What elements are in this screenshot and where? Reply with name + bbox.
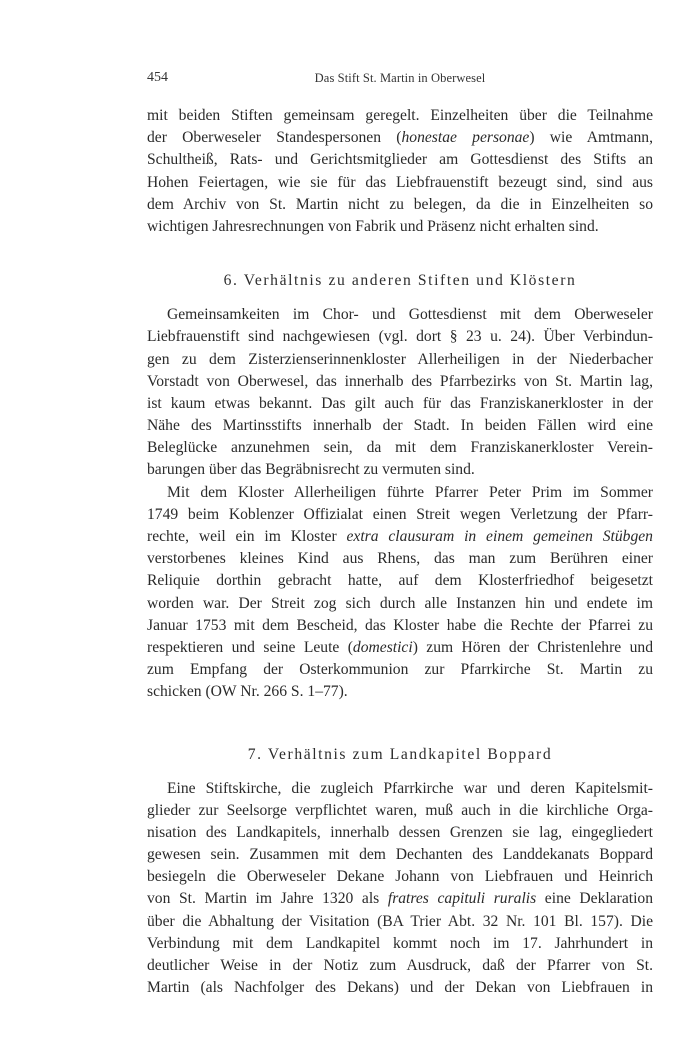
text-line: Schultheiß, Rats- und Gerichtsmitglieder am Gottesdienst des Stifts an	[147, 151, 653, 169]
text-line: deutlicher Weise in der Notiz zum Ausdruck, daß der Pfarrer von St.	[147, 957, 653, 974]
running-title: Das Stift St. Martin in Oberwesel	[314, 71, 486, 85]
text-line: barungen über das Begräbnisrecht zu vermuten sind.	[147, 461, 475, 479]
section-6-paragraph-1	[147, 304, 653, 482]
italic-phrase: extra clausuram in einem gemeinen Stübgen	[346, 528, 653, 545]
text-line: wichtigen Jahresrechnungen von Fabrik und Präsenz nicht erhalten sind.	[147, 217, 599, 235]
text-line: gewesen sein. Zusammen mit dem Dechanten des Landdekanats Boppard	[147, 846, 653, 864]
text-line: respektieren und seine Leute (domestici) zum Hören der Christenlehre und	[147, 638, 653, 656]
text-line: dem Archiv von St. Martin nicht zu belegen, da die in Einzelheiten so	[147, 195, 653, 213]
intro-paragraph	[147, 105, 653, 238]
text-line: Verbindung mit dem Landkapitel kommt noch im 17. Jahrhundert in	[147, 934, 653, 952]
text-line: glieder zur Seelsorge verpflichtet waren, muß auch in die kirchliche Orga-	[147, 801, 653, 819]
text-line: worden war. Der Streit zog sich durch alle Instanzen hin und endete im	[147, 594, 653, 612]
italic-phrase: domestici	[352, 638, 413, 656]
text-line: mit beiden Stiften gemeinsam geregelt. Einzelheiten über die Teilnahme	[147, 107, 653, 124]
text-line: Gemeinsamkeiten im Chor- und Gottesdienst mit dem Oberweseler	[167, 306, 653, 324]
text-line: gen zu dem Zisterzienserinnenkloster Allerheiligen in der Niederbacher	[147, 350, 653, 368]
italic-phrase: fratres capituli ruralis	[387, 890, 537, 908]
text-line: Liebfrauenstift sind nachgewiesen (vgl. dort § 23 u. 24). Über Verbindun-	[147, 328, 653, 346]
text-line: verstorbenes kleines Kind aus Rhens, das man zum Berühren einer	[147, 550, 653, 568]
section-7-paragraph-1	[147, 778, 653, 1000]
text-line: Eine Stiftskirche, die zugleich Pfarrkirche war und deren Kapitelsmit-	[167, 779, 653, 797]
text-line: schicken (OW Nr. 266 S. 1–77).	[147, 683, 348, 701]
running-head	[147, 66, 653, 90]
text-line: Hohen Feiertagen, wie sie für das Liebfrauenstift bezeugt sind, sind aus	[147, 173, 653, 191]
text-line: ist kaum etwas bekannt. Das gilt auch für das Franziskanerkloster in der	[147, 394, 653, 412]
text-line: Nähe des Martinsstifts innerhalb der Stadt. In beiden Fällen wird eine	[147, 417, 653, 435]
text-line: Januar 1753 mit dem Bescheid, das Kloster habe die Rechte der Pfarrei zu	[147, 616, 653, 634]
section-7-heading: 7. Verhältnis zum Landkapitel Boppard	[247, 745, 553, 763]
text-line: Mit dem Kloster Allerheiligen führte Pfarrer Peter Prim im Sommer	[167, 483, 653, 501]
text-line: nisation des Landkapitels, innerhalb dessen Grenzen sie lag, eingegliedert	[147, 823, 653, 841]
text-line: besiegeln die Oberweseler Dekane Johann von Liebfrauen und Heinrich	[147, 868, 653, 886]
text-line: 1749 beim Koblenzer Offizialat einen Streit wegen Verletzung der Pfarr-	[147, 505, 653, 523]
text-line: rechte, weil ein im Kloster extra clausuram in einem gemeinen Stübgen	[147, 528, 653, 545]
text-line: von St. Martin im Jahre 1320 als fratres capituli ruralis eine Deklaration	[147, 890, 653, 908]
italic-phrase: honestae personae	[401, 129, 530, 147]
section-6-paragraph-2	[147, 482, 653, 704]
body-text	[147, 105, 653, 999]
book-page	[147, 66, 653, 999]
text-line: über die Abhaltung der Visitation (BA Trier Abt. 32 Nr. 101 Bl. 157). Die	[147, 912, 653, 930]
text-line: der Oberweseler Standespersonen (honestae personae) wie Amtmann,	[147, 129, 653, 147]
section-6-heading: 6. Verhältnis zu anderen Stiften und Klöstern	[223, 272, 577, 290]
text-line: Reliquie dorthin gebracht hatte, auf dem Klosterfriedhof beigesetzt	[147, 572, 653, 590]
text-line: Vorstadt von Oberwesel, das innerhalb des Pfarrbezirks von St. Martin lag,	[147, 372, 653, 390]
text-line: Martin (als Nachfolger des Dekans) und der Dekan von Liebfrauen in	[147, 979, 653, 997]
page-number: 454	[147, 70, 168, 85]
text-line: zum Empfang der Osterkommunion zur Pfarrkirche St. Martin zu	[147, 661, 653, 679]
text-line: Beleglücke anzunehmen sein, da mit dem Franziskanerkloster Verein-	[147, 439, 653, 457]
